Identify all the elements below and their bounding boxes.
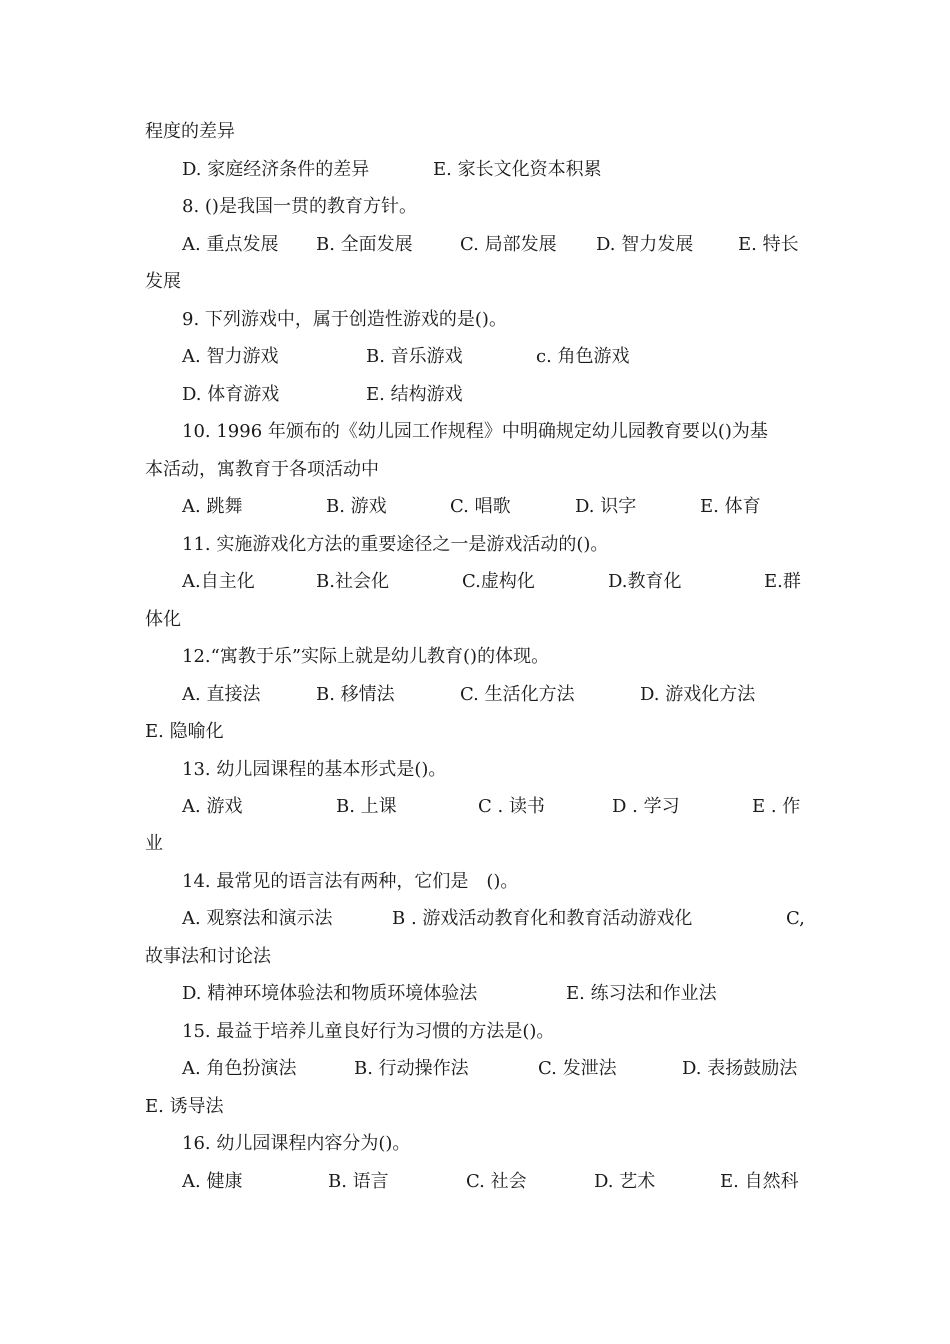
option-d: D . 学习: [612, 796, 680, 817]
option-c: C. 发泄法: [538, 1058, 617, 1079]
question-15: 15. 最益于培养儿童良好行为习惯的方法是()。: [182, 1021, 555, 1042]
option-a: A.自主化: [182, 571, 255, 592]
question-8: 8. ()是我国一贯的教育方针。: [182, 196, 417, 217]
option-d: D.教育化: [608, 571, 682, 592]
question-16: 16. 幼儿园课程内容分为()。: [182, 1133, 411, 1154]
option-d: D. 游戏化方法: [640, 684, 756, 705]
option-a: A. 智力游戏: [182, 346, 279, 367]
option-d: D. 家庭经济条件的差异: [182, 159, 370, 180]
option-e: E. 自然科: [720, 1171, 799, 1192]
option-e: E.群: [764, 571, 801, 592]
option-a: A. 观察法和演示法: [182, 908, 333, 929]
option-b: B. 音乐游戏: [366, 346, 463, 367]
option-c: C. 唱歌: [450, 496, 511, 517]
question-13: 13. 幼儿园课程的基本形式是()。: [182, 759, 447, 780]
option-c: c. 角色游戏: [536, 346, 630, 367]
option-b: B. 移情法: [316, 684, 395, 705]
option-c: C.虚构化: [462, 571, 535, 592]
option-c: C. 局部发展: [460, 234, 557, 255]
option-b: B. 上课: [336, 796, 397, 817]
option-a: A. 角色扮演法: [182, 1058, 297, 1079]
option-b: B. 全面发展: [316, 234, 413, 255]
option-e: E. 家长文化资本积累: [433, 159, 602, 180]
question-14: 14. 最常见的语言法有两种，它们是 ()。: [182, 871, 519, 892]
text-line: 业: [145, 833, 163, 854]
option-d: D. 艺术: [594, 1171, 656, 1192]
option-e: E . 作: [752, 796, 801, 817]
option-b: B. 游戏: [326, 496, 387, 517]
option-b: B.社会化: [316, 571, 389, 592]
option-b: B. 语言: [328, 1171, 389, 1192]
text-line: 本活动，寓教育于各项活动中: [145, 459, 379, 480]
option-a: A. 健康: [182, 1171, 243, 1192]
option-e: E. 结构游戏: [366, 384, 463, 405]
option-c: C. 生活化方法: [460, 684, 575, 705]
option-b: B. 行动操作法: [354, 1058, 469, 1079]
option-e: E. 隐喻化: [145, 721, 224, 742]
option-a: A. 直接法: [182, 684, 261, 705]
option-d: D. 精神环境体验法和物质环境体验法: [182, 983, 478, 1004]
option-b: B . 游戏活动教育化和教育活动游戏化: [392, 908, 693, 929]
text-line: 发展: [145, 271, 181, 292]
option-c: C . 读书: [478, 796, 545, 817]
option-a: A. 游戏: [182, 796, 243, 817]
option-d: D. 表扬鼓励法: [682, 1058, 798, 1079]
question-12: 12.“寓教于乐”实际上就是幼儿教育()的体现。: [182, 646, 550, 667]
option-c: C,: [786, 908, 805, 929]
option-e: E. 体育: [700, 496, 761, 517]
question-10: 10. 1996 年颁布的《幼儿园工作规程》中明确规定幼儿园教育要以()为基: [182, 421, 768, 442]
option-e: E. 特长: [738, 234, 799, 255]
option-a: A. 跳舞: [182, 496, 243, 517]
option-d: D. 体育游戏: [182, 384, 280, 405]
text-line: 体化: [145, 609, 181, 630]
option-d: D. 识字: [575, 496, 637, 517]
option-a: A. 重点发展: [182, 234, 279, 255]
option-c: C. 社会: [466, 1171, 527, 1192]
option-e: E. 练习法和作业法: [566, 983, 717, 1004]
question-11: 11. 实施游戏化方法的重要途径之一是游戏活动的()。: [182, 534, 609, 555]
question-9: 9. 下列游戏中，属于创造性游戏的是()。: [182, 309, 507, 330]
text-line: 故事法和讨论法: [145, 946, 271, 967]
text-line: 程度的差异: [145, 121, 235, 142]
option-d: D. 智力发展: [596, 234, 694, 255]
option-e: E. 诱导法: [145, 1096, 224, 1117]
